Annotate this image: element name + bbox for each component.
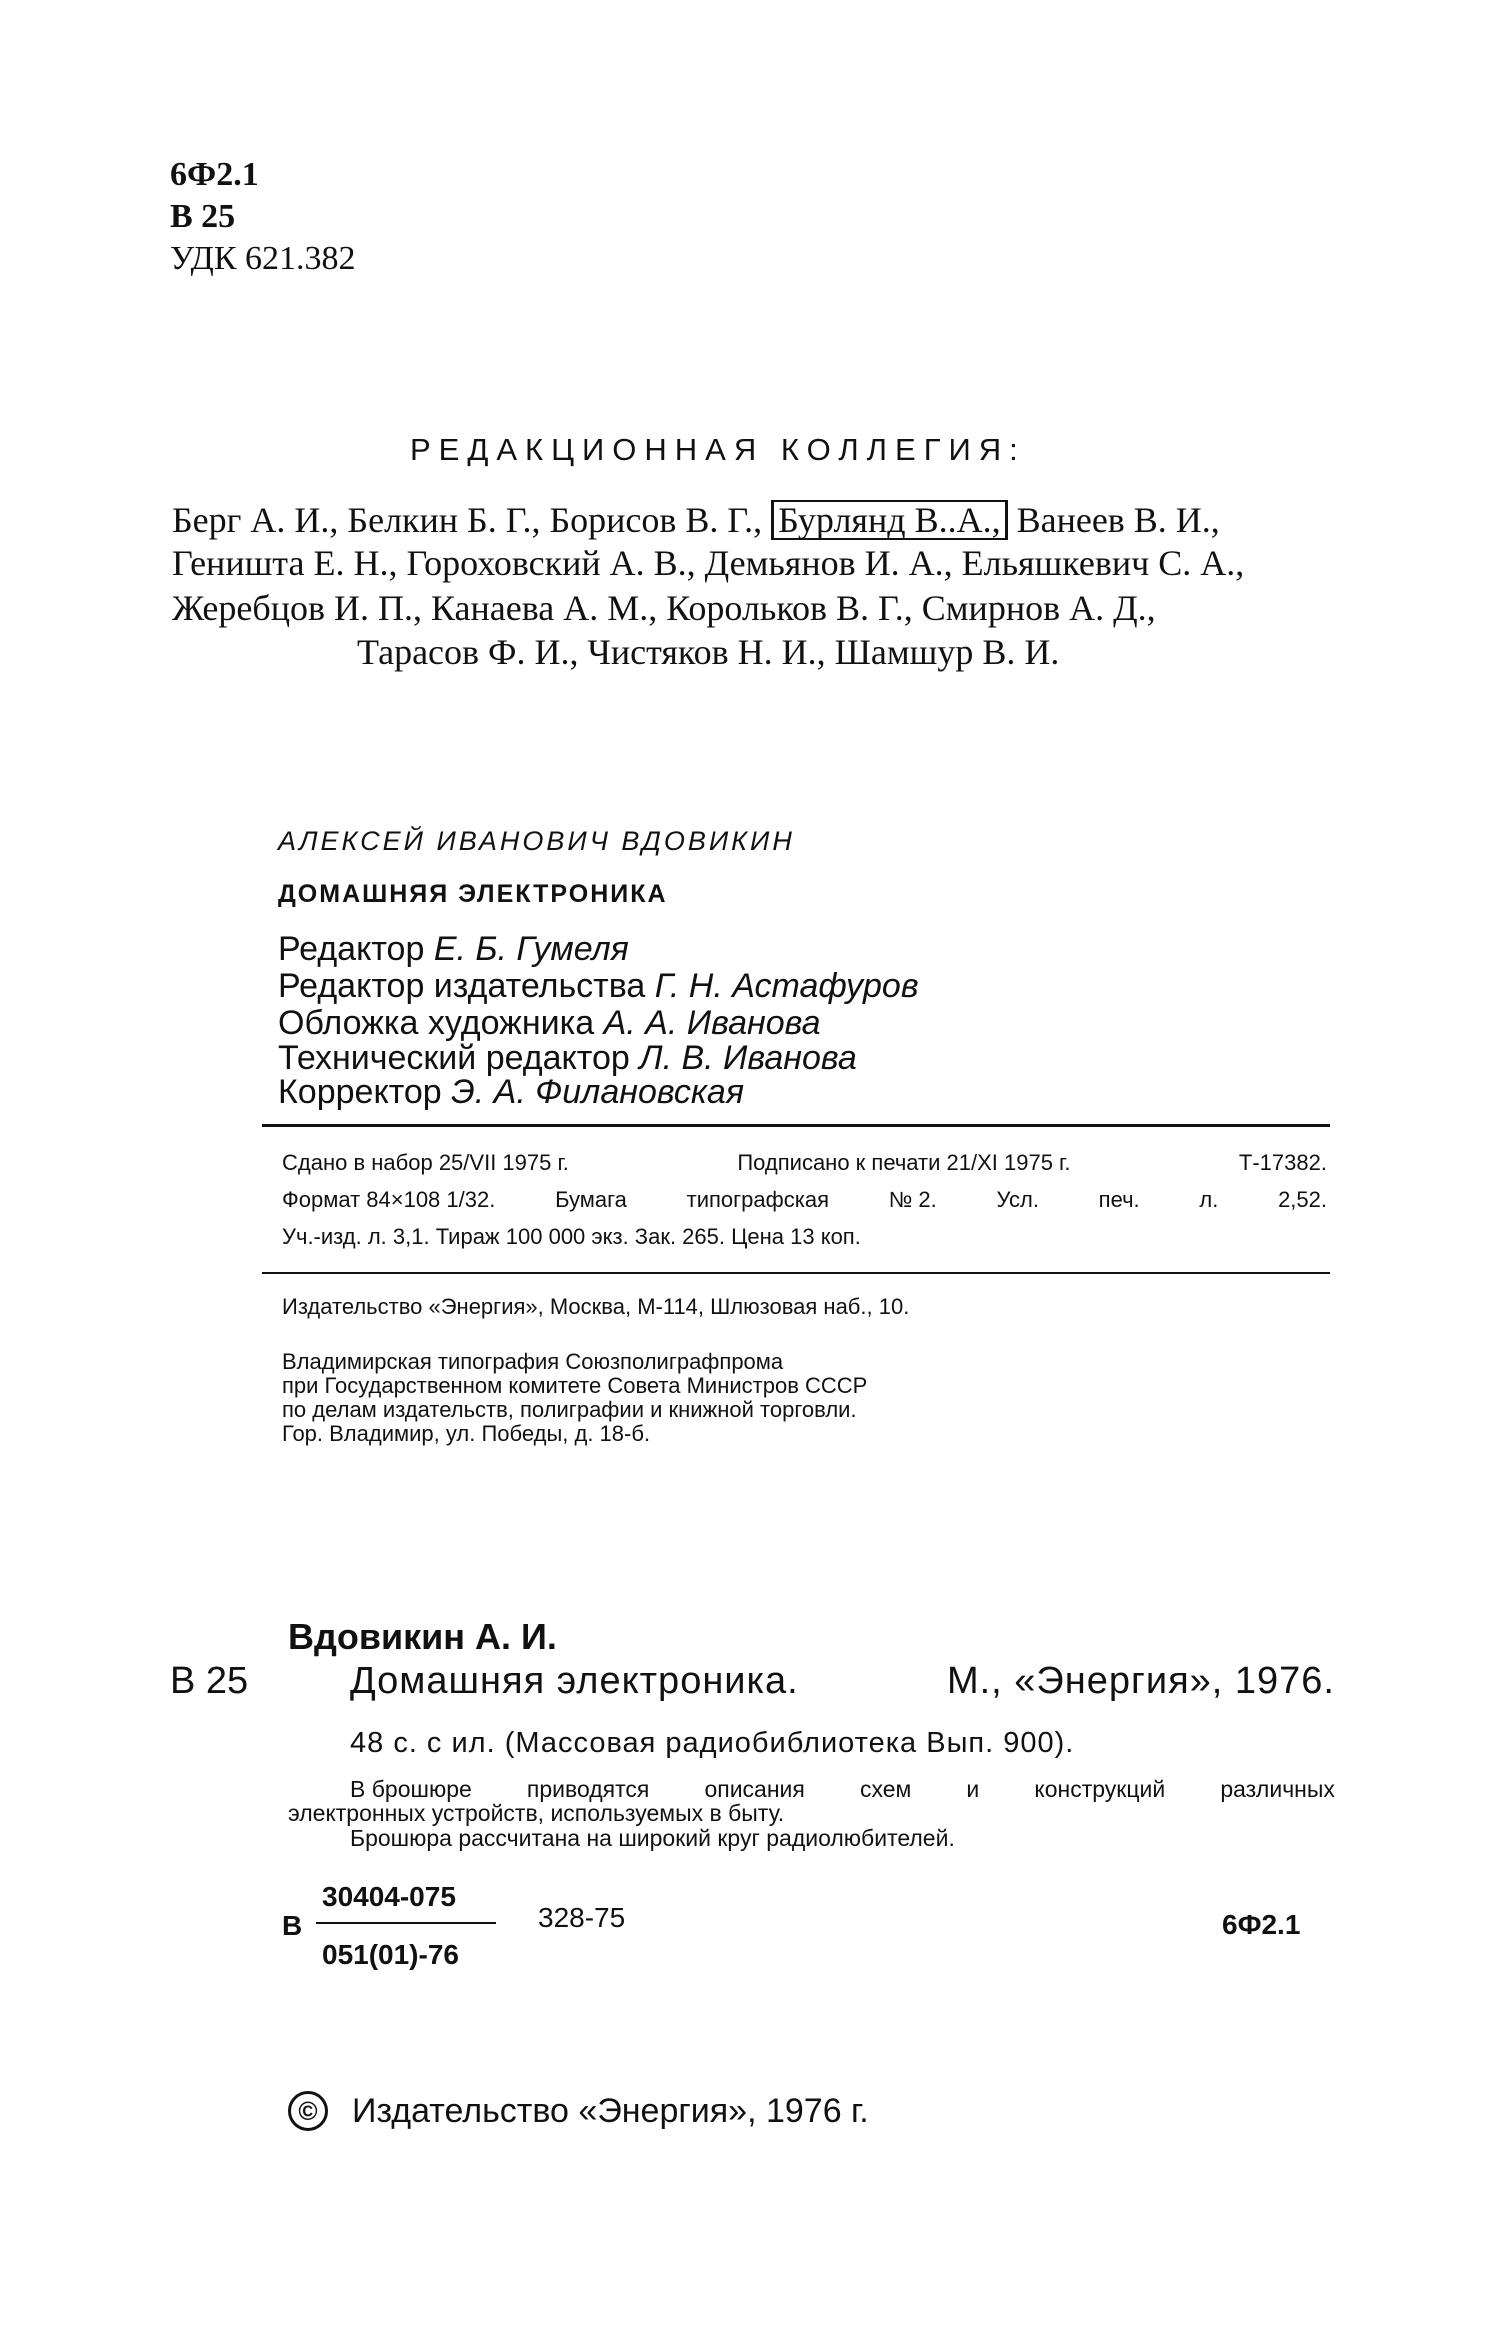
imprint-item: Сдано в набор 25/VII 1975 г. — [282, 1150, 569, 1175]
imprint-item: Т-17382. — [1238, 1150, 1327, 1175]
card-title-part: Домашняя электроника. — [350, 1660, 799, 1702]
imprint-line-2 — [282, 1189, 1327, 1211]
printer-line-2: при Государственном комитете Совета Министров СССР — [282, 1373, 868, 1398]
imprint-line-1 — [282, 1152, 1327, 1174]
editorial-board-line-1 — [172, 500, 1220, 540]
bbk-index: 6Ф2.1 — [170, 156, 259, 193]
card-author: Вдовикин А. И. — [288, 1616, 557, 1657]
credit-proofreader — [278, 1075, 744, 1109]
credit-role: Обложка художника — [278, 1004, 595, 1042]
credit-role: Корректор — [278, 1073, 442, 1111]
imprint-item: л. — [1199, 1187, 1219, 1212]
desc-word: схем — [859, 1776, 912, 1802]
udk-index: УДК 621.382 — [170, 240, 356, 277]
card-title-part: М., «Энергия», 1976. — [946, 1660, 1335, 1702]
editorial-board-line-4: Тарасов Ф. И., Чистяков Н. И., Шамшур В. И. — [357, 632, 1060, 672]
credits-rule — [262, 1124, 1330, 1127]
editorial-board-line-2: Геништа Е. Н., Гороховский А. В., Демьянов И. А., Ельяшкевич С. А., — [172, 543, 1245, 583]
credit-role: Редактор — [278, 930, 425, 968]
card-code: В 25 — [170, 1660, 249, 1702]
printer-line-1: Владимирская типография Союзполиграфпрома — [282, 1349, 784, 1374]
imprint-rule — [262, 1272, 1330, 1274]
author-mark: В 25 — [170, 198, 236, 235]
imprint-item: 2,52. — [1278, 1187, 1327, 1212]
formula-denominator: 051(01)-76 — [322, 1939, 459, 1970]
board-names-before: Берг А. И., Белкин Б. Г., Борисов В. Г., — [172, 500, 763, 540]
credit-role: Редактор издательства — [278, 967, 646, 1005]
imprint-item: Бумага — [555, 1187, 627, 1212]
credit-name: Е. Б. Гумеля — [433, 930, 629, 968]
book-title: ДОМАШНЯЯ ЭЛЕКТРОНИКА — [278, 880, 668, 908]
imprint-item: печ. — [1098, 1187, 1140, 1212]
imprint-item: типографская — [686, 1187, 829, 1212]
desc-word: конструкций — [1034, 1776, 1166, 1802]
card-description-line-3: Брошюра рассчитана на широкий круг радиолюбителей. — [350, 1825, 955, 1851]
card-description-line-1 — [350, 1778, 1335, 1801]
desc-word: и — [966, 1776, 980, 1802]
printer-line-3: по делам издательств, полиграфии и книжной торговли. — [282, 1397, 857, 1422]
editorial-board-heading: РЕДАКЦИОННАЯ КОЛЛЕГИЯ: — [410, 432, 1026, 467]
imprint-item: Усл. — [996, 1187, 1039, 1212]
desc-word: описания — [704, 1776, 805, 1802]
credit-name: Г. Н. Астафуров — [654, 967, 919, 1005]
printer-line-4: Гор. Владимир, ул. Победы, д. 18-б. — [282, 1421, 651, 1446]
desc-word: различных — [1220, 1776, 1335, 1802]
copyright-line — [288, 2091, 869, 2131]
credit-publisher-editor — [278, 969, 919, 1003]
formula-fraction-bar — [316, 1922, 496, 1924]
card-description-line-2: электронных устройств, используемых в быту. — [288, 1800, 785, 1826]
boxed-name: Бурлянд В..А., — [771, 500, 1007, 540]
credit-editor — [278, 932, 629, 966]
card-pages: 48 с. с ил. (Массовая радиобиблиотека Вып. 900). — [350, 1727, 1075, 1759]
formula-numerator: 30404-075 — [322, 1881, 456, 1912]
imprint-item: Подписано к печати 21/XI 1975 г. — [737, 1150, 1071, 1175]
desc-word: В брошюре — [350, 1776, 472, 1802]
copyright-icon: © — [288, 2091, 328, 2131]
desc-word: приводятся — [526, 1776, 650, 1802]
editorial-board-line-3: Жеребцов И. П., Канаева А. М., Корольков В. Г., Смирнов А. Д., — [172, 588, 1156, 628]
credit-name: Э. А. Филановская — [451, 1073, 744, 1111]
credit-name: А. А. Иванова — [603, 1004, 821, 1042]
imprint-item: № 2. — [888, 1187, 937, 1212]
formula-code: 328-75 — [538, 1902, 626, 1933]
formula-classification: 6Ф2.1 — [1222, 1909, 1301, 1940]
imprint-item: Формат 84×108 1/32. — [282, 1187, 496, 1212]
credit-name: Л. В. Иванова — [639, 1039, 857, 1077]
formula-prefix: В — [282, 1910, 303, 1941]
board-names-after: Ванеев В. И., — [1016, 500, 1220, 540]
copyright-text: Издательство «Энергия», 1976 г. — [352, 2091, 869, 2130]
book-author: АЛЕКСЕЙ ИВАНОВИЧ ВДОВИКИН — [278, 826, 795, 856]
credit-cover-artist — [278, 1006, 821, 1040]
credit-role: Технический редактор — [278, 1039, 630, 1077]
publisher-address: Издательство «Энергия», Москва, М-114, Шлюзовая наб., 10. — [282, 1294, 910, 1319]
card-title — [350, 1660, 1335, 1703]
imprint-line-3: Уч.-изд. л. 3,1. Тираж 100 000 экз. Зак. 265. Цена 13 коп. — [282, 1224, 861, 1249]
credit-technical-editor — [278, 1041, 857, 1075]
